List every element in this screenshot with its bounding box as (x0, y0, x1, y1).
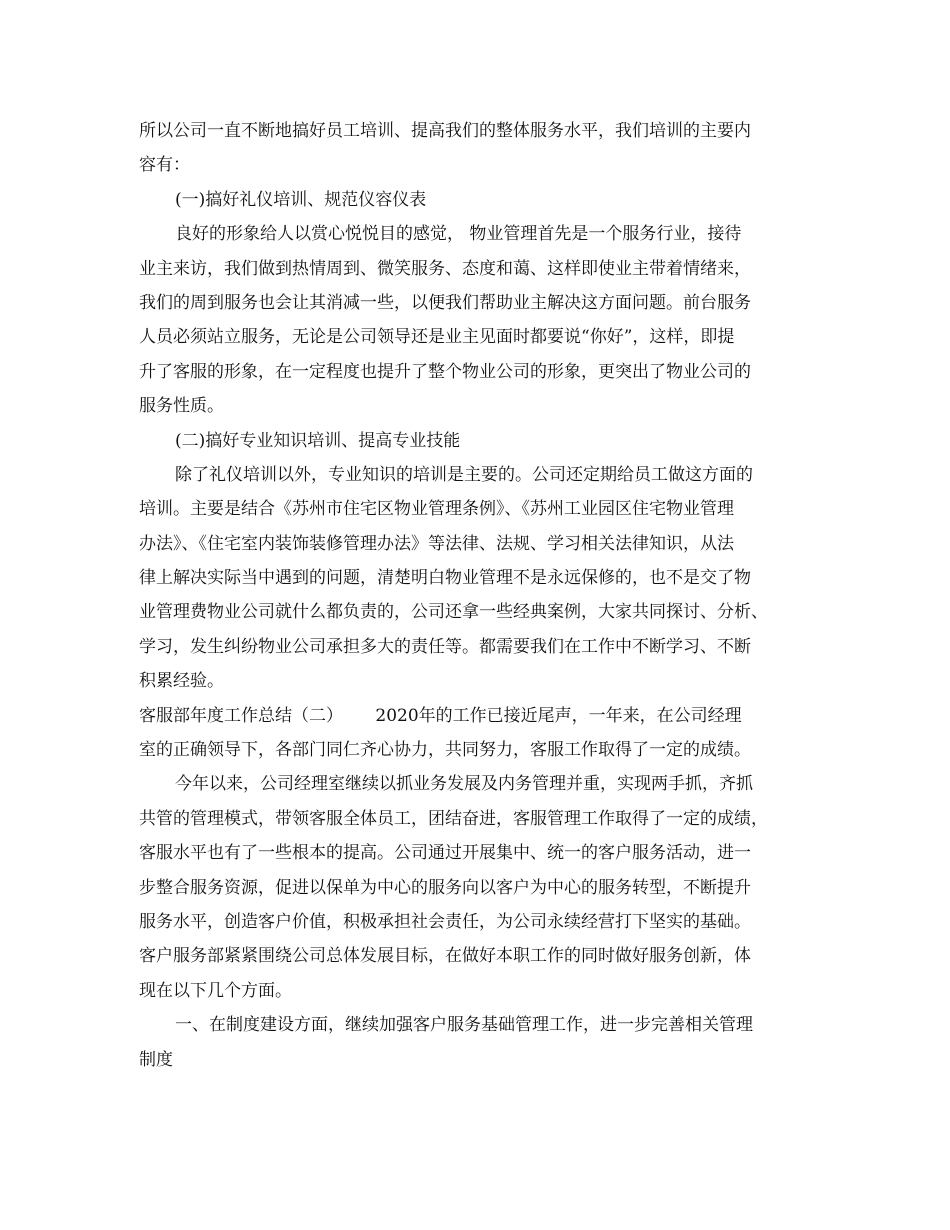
text-line: 服务性质。 (139, 396, 224, 417)
text-line: 服务水平，创造客户价值，积极承担社会责任，为公司永续经营打下坚实的基础。 (139, 911, 751, 932)
text-line: 容有： (139, 155, 190, 176)
text-line: 除了礼仪培训以外，专业知识的培训是主要的。公司还定期给员工做这方面的 (175, 464, 753, 485)
text-line: 积累经验。 (139, 671, 224, 692)
text-line: 培训。主要是结合《苏州市住宅区物业管理条例》、《苏州工业园区住宅物业管理 (139, 499, 734, 520)
text-line: 室的正确领导下，各部门同仁齐心协力，共同努力，客服工作取得了一定的成绩。 (139, 740, 751, 761)
text-line: 办法》、《住宅室内装饰装修管理办法》等法律、法规、学习相关法律知识，从法 (139, 533, 734, 554)
text-line: 客户服务部紧紧围绕公司总体发展目标，在做好本职工作的同时做好服务创新，体 (139, 946, 751, 967)
text-line: 律上解决实际当中遇到的问题，清楚明白物业管理不是永远保修的，也不是交了物 (139, 568, 751, 589)
text-line: 人员必须站立服务，无论是公司领导还是业主见面时都要说“你好”，这样，即提 (139, 327, 735, 348)
text-line: 所以公司一直不断地搞好员工培训、提高我们的整体服务水平，我们培训的主要内 (139, 121, 751, 141)
text-line: 业主来访，我们做到热情周到、微笑服务、态度和蔼、这样即使业主带着情绪来， (139, 258, 751, 279)
text-line: 良好的形象给人以赏心悦悦目的感觉， 物业管理首先是一个服务行业，接待 (175, 224, 742, 245)
section-heading: (二)搞好专业知识培训、提高专业技能 (175, 430, 461, 451)
text-line: 业管理费物业公司就什么都负责的，公司还拿一些经典案例，大家共同探讨、分析、 (139, 602, 768, 623)
text-line: 我们的周到服务也会让其消减一些，以便我们帮助业主解决这方面问题。前台服务 (139, 292, 751, 313)
text-line: 今年以来，公司经理室继续以抓业务发展及内务管理并重，实现两手抓，齐抓 (175, 774, 753, 795)
text-line: 升了客服的形象，在一定程度也提升了整个物业公司的形象，更突出了物业公司的 (139, 361, 751, 382)
text-line: 制度 (139, 1049, 173, 1070)
text-line: 客服水平也有了一些根本的提高。公司通过开展集中、统一的客户服务活动，进一 (139, 843, 751, 864)
text-line: 客服部年度工作总结（二） 2020年的工作已接近尾声，一年来，在公司经理 (139, 705, 742, 726)
document-body (139, 114, 819, 1077)
text-line: 步整合服务资源，促进以保单为中心的服务向以客户为中心的服务转型，不断提升 (139, 877, 751, 898)
text-line: 现在以下几个方面。 (139, 980, 292, 1001)
text-line: 学习，发生纠纷物业公司承担多大的责任等。都需要我们在工作中不断学习、不断 (139, 636, 751, 657)
text-line: 共管的管理模式，带领客服全体员工，团结奋进，客服管理工作取得了一定的成绩， (139, 808, 768, 829)
section-heading: (一)搞好礼仪培训、规范仪容仪表 (175, 189, 427, 210)
section-heading: 一、在制度建设方面，继续加强客户服务基础管理工作，进一步完善相关管理 (175, 1015, 753, 1036)
